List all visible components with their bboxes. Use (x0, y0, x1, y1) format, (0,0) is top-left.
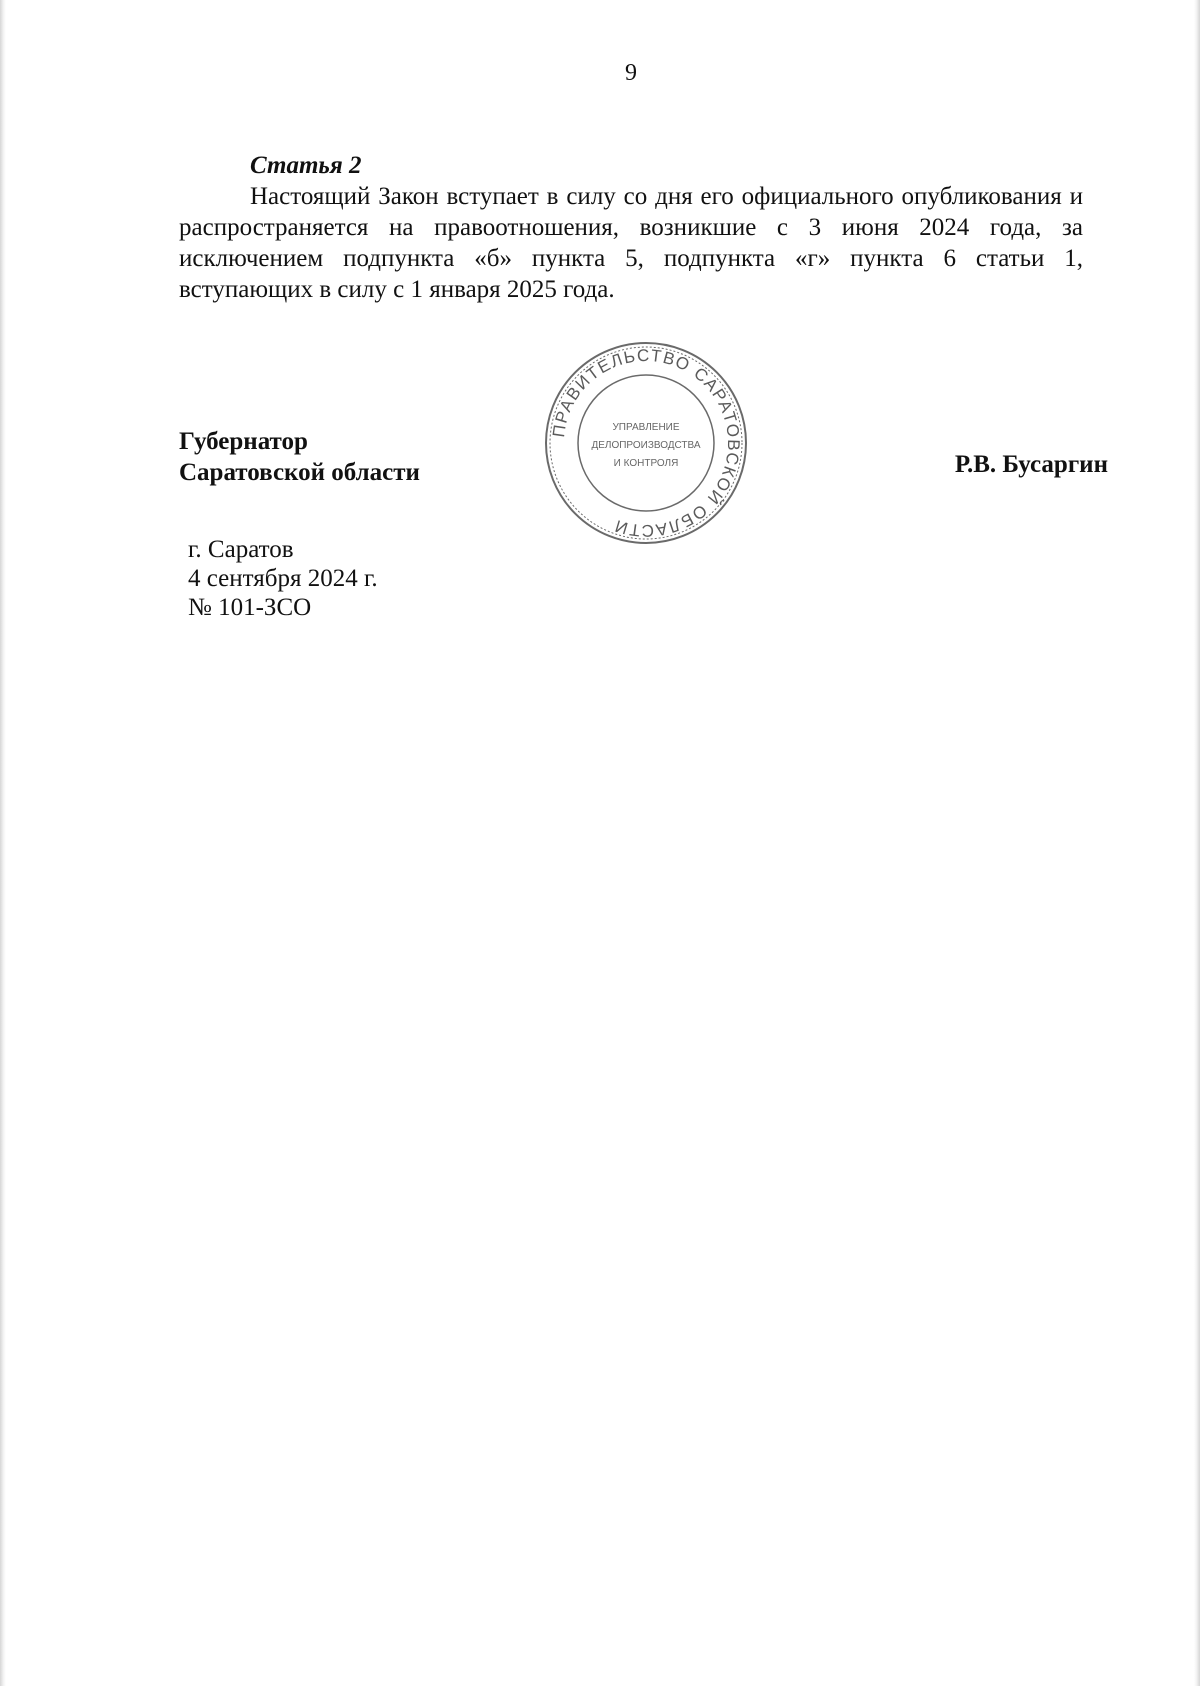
seal-inner-line-1: УПРАВЛЕНИЕ (612, 422, 680, 433)
issuance-date: 4 сентября 2024 г. (188, 565, 378, 592)
signatory-title-line-2: Саратовской области (179, 459, 420, 486)
issuance-city: г. Саратов (188, 536, 294, 563)
article-heading: Статья 2 (250, 152, 362, 179)
seal-inner-line-2: ДЕЛОПРОИЗВОДСТВА (591, 440, 701, 451)
signatory-title (179, 426, 420, 488)
law-number: № 101-ЗСО (188, 594, 312, 621)
official-seal (540, 340, 752, 546)
article-body: Настоящий Закон вступает в силу со дня его официального опубликования и распространяется на правоотношения, возникшие с 3 июня 2024 года, за исключением подпункта «б» пункта 5, подпункта «г» пункта 6 статьи 1, вступающих в силу с 1 января 2025 года. (179, 183, 1083, 303)
seal-inner-line-3: И КОНТРОЛЯ (613, 458, 679, 469)
issuance-details (188, 535, 378, 622)
signatory-title-line-1: Губернатор (179, 428, 308, 455)
scan-edge-right (1194, 0, 1200, 1686)
page-number: 9 (625, 60, 637, 86)
scan-edge-left (0, 0, 6, 1686)
seal-outer-text: ПРАВИТЕЛЬСТВО САРАТОВСКОЙ ОБЛАСТИ (549, 345, 744, 541)
signatory-name: Р.В. Бусаргин (954, 451, 1108, 478)
